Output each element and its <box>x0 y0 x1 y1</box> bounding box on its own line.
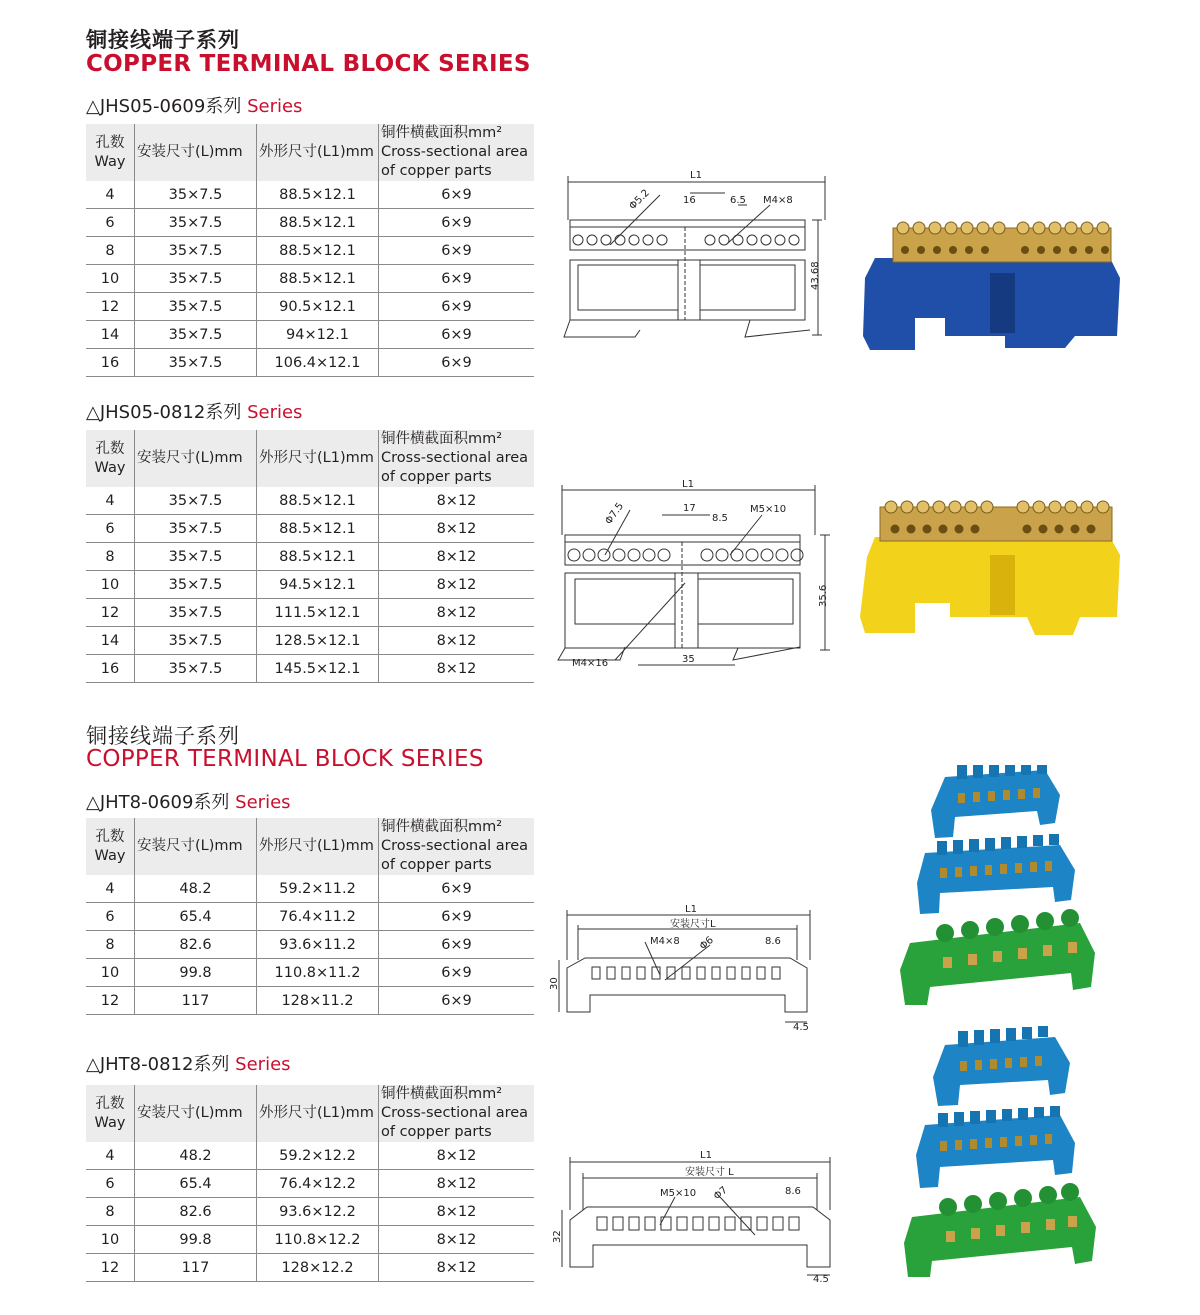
dim-install: 安装尺寸 L <box>685 1167 734 1178</box>
dim-gap: 8.5 <box>712 513 728 524</box>
cell-cross-section: 6×9 <box>379 265 535 293</box>
cell-install: 35×7.5 <box>135 571 257 599</box>
dim-pitch: 8.6 <box>765 936 781 947</box>
dim-l1: L1 <box>685 904 697 915</box>
spec-table-jht8-0609 <box>86 818 534 1015</box>
cross-cn: 铜件横截面积mm² <box>381 125 503 141</box>
technical-drawing-jht8-0609 <box>545 900 825 1035</box>
table-row <box>86 265 534 293</box>
way-en: Way <box>94 459 126 476</box>
cell-install: 35×7.5 <box>135 627 257 655</box>
cell-way: 6 <box>86 209 135 237</box>
cross-en-2: of copper parts <box>381 857 492 873</box>
dim-pitch: 16 <box>683 195 696 206</box>
cell-way: 16 <box>86 655 135 683</box>
dim-pitch: 8.6 <box>785 1186 801 1197</box>
cell-cross-section: 6×9 <box>379 931 535 959</box>
col-header-way <box>86 818 135 875</box>
cell-install: 117 <box>135 1254 257 1282</box>
cell-way: 10 <box>86 265 135 293</box>
cell-install: 82.6 <box>135 1198 257 1226</box>
cell-outer: 88.5×12.1 <box>257 181 379 209</box>
cell-cross-section: 8×12 <box>379 487 535 515</box>
cross-en-2: of copper parts <box>381 163 492 179</box>
technical-drawing-jhs05-0812 <box>550 475 840 675</box>
cell-install: 117 <box>135 987 257 1015</box>
table-row <box>86 293 534 321</box>
way-en: Way <box>94 153 126 170</box>
cell-outer: 94.5×12.1 <box>257 571 379 599</box>
cell-install: 35×7.5 <box>135 321 257 349</box>
cell-install: 35×7.5 <box>135 181 257 209</box>
cell-install: 65.4 <box>135 903 257 931</box>
cell-way: 12 <box>86 293 135 321</box>
table-header-row <box>86 818 534 875</box>
cell-way: 8 <box>86 1198 135 1226</box>
col-header-outer: 外形尺寸(L1)mm <box>257 430 379 487</box>
cell-install: 35×7.5 <box>135 293 257 321</box>
cell-way: 14 <box>86 627 135 655</box>
cross-cn: 铜件横截面积mm² <box>381 1086 503 1102</box>
dim-height: 32 <box>552 1230 563 1243</box>
cell-outer: 106.4×12.1 <box>257 349 379 377</box>
dim-screw: M5×10 <box>660 1188 697 1199</box>
section2-title-cn: 铜接线端子系列 <box>86 724 240 748</box>
cell-outer: 110.8×11.2 <box>257 959 379 987</box>
cross-en-2: of copper parts <box>381 1124 492 1140</box>
table-row <box>86 543 534 571</box>
spec-table-jht8-0812 <box>86 1085 534 1282</box>
cell-way: 10 <box>86 959 135 987</box>
cell-outer: 110.8×12.2 <box>257 1226 379 1254</box>
col-header-way <box>86 124 135 181</box>
way-cn: 孔数 <box>95 828 125 845</box>
table-row <box>86 349 534 377</box>
cell-install: 82.6 <box>135 931 257 959</box>
green-bridge-terminal <box>904 1183 1096 1277</box>
section2-title-en: COPPER TERMINAL BLOCK SERIES <box>86 746 484 772</box>
col-header-outer: 外形尺寸(L1)mm <box>257 124 379 181</box>
table-row <box>86 987 534 1015</box>
cell-way: 8 <box>86 543 135 571</box>
dim-foot: 4.5 <box>793 1022 809 1033</box>
series-heading <box>86 1050 291 1076</box>
table-row <box>86 237 534 265</box>
dim-height: 30 <box>549 977 560 990</box>
cell-way: 8 <box>86 931 135 959</box>
cell-install: 48.2 <box>135 875 257 903</box>
series-label: Series <box>235 792 291 813</box>
cell-cross-section: 6×9 <box>379 321 535 349</box>
table-header-row <box>86 1085 534 1142</box>
cell-outer: 76.4×11.2 <box>257 903 379 931</box>
cross-cn: 铜件横截面积mm² <box>381 819 503 835</box>
cell-outer: 88.5×12.1 <box>257 237 379 265</box>
cell-outer: 94×12.1 <box>257 321 379 349</box>
series-label: Series <box>247 96 303 117</box>
dim-diameter: Φ5.2 <box>627 187 652 213</box>
cell-way: 12 <box>86 599 135 627</box>
table-row <box>86 875 534 903</box>
col-header-install: 安装尺寸(L)mm <box>135 818 257 875</box>
table-row <box>86 959 534 987</box>
col-header-install: 安装尺寸(L)mm <box>135 430 257 487</box>
cell-way: 12 <box>86 987 135 1015</box>
col-header-cross-section <box>379 124 535 181</box>
series-label: Series <box>235 1054 291 1075</box>
technical-drawing-jht8-0812 <box>545 1145 835 1285</box>
table-row <box>86 487 534 515</box>
dim-diameter: Φ6 <box>697 934 716 953</box>
series-heading <box>86 788 291 814</box>
cell-cross-section: 6×9 <box>379 209 535 237</box>
table-row <box>86 321 534 349</box>
cross-cn: 铜件横截面积mm² <box>381 431 503 447</box>
cell-outer: 59.2×12.2 <box>257 1142 379 1170</box>
dim-height: 43.68 <box>810 261 821 290</box>
col-header-way <box>86 1085 135 1142</box>
cell-cross-section: 8×12 <box>379 655 535 683</box>
cell-install: 65.4 <box>135 1170 257 1198</box>
section1-title-cn: 铜接线端子系列 <box>86 28 240 52</box>
cell-cross-section: 8×12 <box>379 1142 535 1170</box>
cell-outer: 88.5×12.1 <box>257 543 379 571</box>
cell-way: 4 <box>86 875 135 903</box>
dim-diameter: Φ7.5 <box>603 500 627 527</box>
cell-cross-section: 6×9 <box>379 237 535 265</box>
green-bridge-terminal <box>900 909 1095 1005</box>
dim-l1: L1 <box>690 170 702 181</box>
cell-cross-section: 8×12 <box>379 543 535 571</box>
cell-outer: 90.5×12.1 <box>257 293 379 321</box>
dim-pitch: 17 <box>683 503 696 514</box>
cell-outer: 111.5×12.1 <box>257 599 379 627</box>
dim-foot: 4.5 <box>813 1274 829 1285</box>
blue-bridge-terminal <box>931 765 1060 838</box>
table-row <box>86 1198 534 1226</box>
dim-l1: L1 <box>682 479 694 490</box>
way-en: Way <box>94 847 126 864</box>
cell-cross-section: 8×12 <box>379 571 535 599</box>
cell-cross-section: 8×12 <box>379 1170 535 1198</box>
cell-install: 48.2 <box>135 1142 257 1170</box>
cell-cross-section: 6×9 <box>379 959 535 987</box>
cell-install: 35×7.5 <box>135 487 257 515</box>
series-heading <box>86 398 302 424</box>
way-cn: 孔数 <box>95 1095 125 1112</box>
table-row <box>86 903 534 931</box>
way-en: Way <box>94 1114 126 1131</box>
series-code: △JHT8-0812系列 <box>86 1054 230 1075</box>
blue-bridge-terminal <box>917 834 1075 914</box>
dim-l1: L1 <box>700 1150 712 1161</box>
cell-outer: 76.4×12.2 <box>257 1170 379 1198</box>
product-photo-bridge-terminals-set2 <box>900 1025 1110 1280</box>
cell-install: 35×7.5 <box>135 237 257 265</box>
cell-install: 35×7.5 <box>135 543 257 571</box>
cell-way: 6 <box>86 903 135 931</box>
series-code: △JHS05-0812系列 <box>86 402 242 423</box>
series-heading <box>86 92 302 118</box>
cross-en-1: Cross-sectional area <box>381 144 529 160</box>
dim-gap: 6.5 <box>730 195 746 206</box>
blue-bridge-terminal <box>916 1106 1075 1188</box>
cell-way: 8 <box>86 237 135 265</box>
table-row <box>86 209 534 237</box>
cell-install: 99.8 <box>135 959 257 987</box>
product-photo-blue-din-terminal <box>855 218 1135 358</box>
cell-cross-section: 6×9 <box>379 903 535 931</box>
cell-way: 4 <box>86 487 135 515</box>
table-header-row <box>86 430 534 487</box>
cell-install: 99.8 <box>135 1226 257 1254</box>
technical-drawing-jhs05-0609 <box>550 165 840 345</box>
table-row <box>86 1254 534 1282</box>
table-row <box>86 1226 534 1254</box>
cell-outer: 128×11.2 <box>257 987 379 1015</box>
cell-install: 35×7.5 <box>135 655 257 683</box>
spec-table-jhs05-0609 <box>86 124 534 377</box>
blue-bridge-terminal <box>933 1026 1070 1106</box>
cell-way: 14 <box>86 321 135 349</box>
cell-way: 10 <box>86 571 135 599</box>
table-row <box>86 627 534 655</box>
cell-install: 35×7.5 <box>135 265 257 293</box>
cross-en-1: Cross-sectional area <box>381 1105 529 1121</box>
table-header-row <box>86 124 534 181</box>
cell-outer: 128×12.2 <box>257 1254 379 1282</box>
col-header-install: 安装尺寸(L)mm <box>135 1085 257 1142</box>
dim-install: 安装尺寸L <box>670 919 716 930</box>
cell-outer: 59.2×11.2 <box>257 875 379 903</box>
cell-outer: 93.6×12.2 <box>257 1198 379 1226</box>
table-row <box>86 1170 534 1198</box>
table-row <box>86 1142 534 1170</box>
cell-install: 35×7.5 <box>135 515 257 543</box>
dim-screw: M4×8 <box>650 936 680 947</box>
series-label: Series <box>247 402 303 423</box>
dim-screw: M4×8 <box>763 195 793 206</box>
cell-outer: 88.5×12.1 <box>257 515 379 543</box>
cell-cross-section: 8×12 <box>379 1254 535 1282</box>
table-row <box>86 931 534 959</box>
cell-cross-section: 8×12 <box>379 1226 535 1254</box>
cell-cross-section: 8×12 <box>379 627 535 655</box>
cross-en-1: Cross-sectional area <box>381 838 529 854</box>
section1-title-en: COPPER TERMINAL BLOCK SERIES <box>86 51 531 77</box>
way-cn: 孔数 <box>95 134 125 151</box>
cell-outer: 145.5×12.1 <box>257 655 379 683</box>
dim-screw: M5×10 <box>750 504 787 515</box>
product-photo-bridge-terminals-set1 <box>895 765 1110 1010</box>
cell-way: 12 <box>86 1254 135 1282</box>
cell-install: 35×7.5 <box>135 349 257 377</box>
table-row <box>86 599 534 627</box>
cell-way: 4 <box>86 1142 135 1170</box>
table-row <box>86 571 534 599</box>
cell-way: 6 <box>86 515 135 543</box>
cell-install: 35×7.5 <box>135 209 257 237</box>
cell-cross-section: 6×9 <box>379 987 535 1015</box>
col-header-outer: 外形尺寸(L1)mm <box>257 1085 379 1142</box>
brass-bar <box>880 507 1112 541</box>
dim-mount-screw: M4×16 <box>572 658 609 669</box>
col-header-outer: 外形尺寸(L1)mm <box>257 818 379 875</box>
cell-way: 4 <box>86 181 135 209</box>
cross-en-1: Cross-sectional area <box>381 450 529 466</box>
cell-cross-section: 8×12 <box>379 1198 535 1226</box>
cell-way: 16 <box>86 349 135 377</box>
cell-way: 10 <box>86 1226 135 1254</box>
series-code: △JHT8-0609系列 <box>86 792 230 813</box>
dim-height: 35.6 <box>818 584 829 607</box>
cell-install: 35×7.5 <box>135 599 257 627</box>
col-header-install: 安装尺寸(L)mm <box>135 124 257 181</box>
way-cn: 孔数 <box>95 440 125 457</box>
col-header-cross-section <box>379 1085 535 1142</box>
dim-mount: 35 <box>682 654 695 665</box>
cell-cross-section: 6×9 <box>379 293 535 321</box>
table-row <box>86 515 534 543</box>
table-row <box>86 655 534 683</box>
col-header-cross-section <box>379 430 535 487</box>
cell-cross-section: 6×9 <box>379 875 535 903</box>
col-header-cross-section <box>379 818 535 875</box>
cell-cross-section: 6×9 <box>379 181 535 209</box>
cell-cross-section: 8×12 <box>379 515 535 543</box>
cell-outer: 88.5×12.1 <box>257 209 379 237</box>
table-row <box>86 181 534 209</box>
dim-diameter: Φ7 <box>711 1184 730 1203</box>
cell-outer: 88.5×12.1 <box>257 265 379 293</box>
col-header-way <box>86 430 135 487</box>
cell-outer: 88.5×12.1 <box>257 487 379 515</box>
spec-table-jhs05-0812 <box>86 430 534 683</box>
cell-outer: 93.6×11.2 <box>257 931 379 959</box>
cell-cross-section: 6×9 <box>379 349 535 377</box>
series-code: △JHS05-0609系列 <box>86 96 242 117</box>
cell-cross-section: 8×12 <box>379 599 535 627</box>
product-photo-yellow-din-terminal <box>855 495 1135 645</box>
cell-outer: 128.5×12.1 <box>257 627 379 655</box>
cross-en-2: of copper parts <box>381 469 492 485</box>
cell-way: 6 <box>86 1170 135 1198</box>
